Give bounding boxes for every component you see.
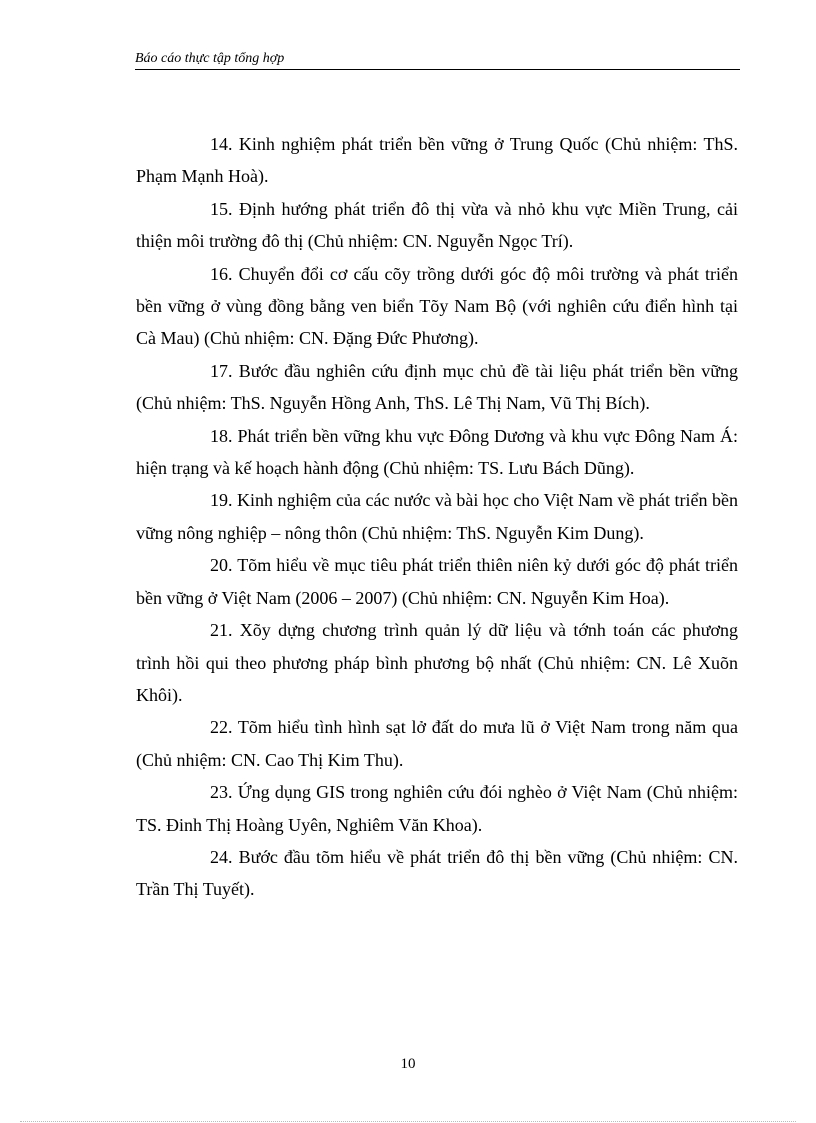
list-item: 18. Phát triển bền vững khu vực Đông Dương và khu vực Đông Nam Á: hiện trạng và kế hoạch hành động (Chủ nhiệm: TS. Lưu Bách Dũng).	[136, 425, 738, 479]
list-item: 14. Kinh nghiệm phát triển bền vững ở Trung Quốc (Chủ nhiệm: ThS. Phạm Mạnh Hoà).	[136, 134, 738, 187]
list-item: 20. Tõm hiểu về mục tiêu phát triển thiên niên kỷ dưới góc độ phát triển bền vững ở Việt Nam (2006 – 2007) (Chủ nhiệm: CN. Nguyễn Kim Hoa).	[136, 555, 738, 608]
list-item: 24. Bước đầu tõm hiểu về phát triển đô thị bền vững (Chủ nhiệm: CN. Trần Thị Tuyết).	[136, 846, 738, 900]
page-header: Báo cáo thực tập tổng hợp	[135, 50, 740, 70]
list-item: 19. Kinh nghiệm của các nước và bài học cho Việt Nam về phát triển bền vững nông nghiệp – nông thôn (Chủ nhiệm: ThS. Nguyễn Kim Dung).	[136, 490, 738, 543]
list-item: 17. Bước đầu nghiên cứu định mục chủ đề tài liệu phát triển bền vững (Chủ nhiệm: ThS. Nguyễn Hồng Anh, ThS. Lê Thị Nam, Vũ Thị Bích).	[136, 360, 738, 414]
list-item: 23. Ứng dụng GIS trong nghiên cứu đói nghèo ở Việt Nam (Chủ nhiệm: TS. Đinh Thị Hoàng Uyên, Nghiêm Văn Khoa).	[136, 782, 738, 835]
list-item: 16. Chuyển đổi cơ cấu cõy trồng dưới góc độ môi trường và phát triển bền vững ở vùng đồng bằng ven biển Tõy Nam Bộ (với nghiên cứu điển hình tại Cà Mau) (Chủ nhiệm: CN. Đặng Đức Phương).	[136, 263, 738, 349]
project-list	[136, 128, 738, 906]
list-item: 21. Xõy dựng chương trình quản lý dữ liệu và tớnh toán các phương trình hồi qui theo phương pháp bình phương bộ nhất (Chủ nhiệm: CN. Lê Xuõn Khôi).	[136, 620, 738, 705]
page-number: 10	[400, 1056, 416, 1072]
page-bottom-divider	[20, 1121, 796, 1122]
list-item: 22. Tõm hiểu tình hình sạt lở đất do mưa lũ ở Việt Nam trong năm qua (Chủ nhiệm: CN. Cao Thị Kim Thu).	[136, 717, 738, 770]
list-item: 15. Định hướng phát triển đô thị vừa và nhỏ khu vực Miền Trung, cải thiện môi trường đô thị (Chủ nhiệm: CN. Nguyễn Ngọc Trí).	[136, 198, 738, 252]
